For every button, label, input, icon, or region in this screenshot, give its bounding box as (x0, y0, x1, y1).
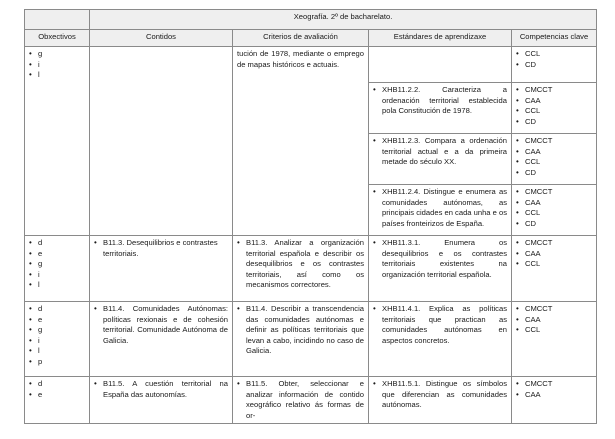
objective-item: • i (29, 60, 85, 71)
competency-item: • CMCCT (516, 85, 592, 96)
objective-item: • g (29, 325, 85, 336)
competency-item: • CD (516, 168, 592, 179)
standard-cell (369, 185, 512, 236)
standard-item: • XHB11.2.2. Caracteriza a ordenación territorial establecida pola Constitución de 1978. (373, 85, 507, 117)
competencies-cell (512, 302, 597, 377)
competency-item: • CAA (516, 315, 592, 326)
contents-cell (90, 377, 233, 424)
standard-item: • XHB11.2.4. Distingue e enumera as comunidades autónomas, as principais cidades en cada unha e os países fronteirizos de España. (373, 187, 507, 229)
curriculum-table (24, 9, 597, 424)
objective-item: • l (29, 70, 85, 81)
competency-item: • CCL (516, 259, 592, 270)
competency-item: • CCL (516, 157, 592, 168)
competency-item: • CAA (516, 96, 592, 107)
competency-item: • CAA (516, 198, 592, 209)
content-item: • B11.3. Desequilibrios e contrastes territoriais. (94, 238, 228, 259)
standard-cell (369, 236, 512, 302)
criteria-cell (233, 236, 369, 302)
objective-item: • p (29, 357, 85, 368)
table-row (25, 302, 597, 377)
criterion-item: • B11.5. Obter, seleccionar e analizar información de contido xeográfico relativo ás formas de or- (237, 379, 364, 421)
standard-cell (369, 134, 512, 185)
competency-item: • CMCCT (516, 304, 592, 315)
standard-cell (369, 302, 512, 377)
competency-item: • CCL (516, 106, 592, 117)
criteria-cell (233, 302, 369, 377)
contents-cell (90, 302, 233, 377)
competencies-cell (512, 47, 597, 83)
objective-item: • e (29, 390, 85, 401)
standard-item: • XHB11.5.1. Distingue os símbolos que diferencian as comunidades autónomas. (373, 379, 507, 411)
competency-item: • CCL (516, 208, 592, 219)
header-contents: Contidos (90, 30, 233, 47)
standard-cell (369, 47, 512, 83)
standard-item: • XHB11.4.1. Explica as políticas territoriais que practican as comunidades autónomas en aspectos concretos. (373, 304, 507, 346)
objective-item: • e (29, 315, 85, 326)
objectives-cell (25, 47, 90, 236)
table-row (25, 47, 597, 83)
objectives-cell (25, 302, 90, 377)
competency-item: • CCL (516, 49, 592, 60)
table-row (25, 377, 597, 424)
criterion-item: • B11.4. Describir a transcendencia das comunidades autónomas e definir as políticas territoriais que levan a cabo, incidindo no caso de Galicia. (237, 304, 364, 357)
header-standards: Estándares de aprendizaxe (369, 30, 512, 47)
competencies-cell (512, 134, 597, 185)
header-criteria: Criterios de avaliación (233, 30, 369, 47)
criteria-cell: tución de 1978, mediante o emprego de mapas históricos e actuais. (233, 47, 369, 236)
objective-item: • i (29, 336, 85, 347)
standard-cell (369, 83, 512, 134)
header-row (25, 30, 597, 47)
header-objectives: Obxectivos (25, 30, 90, 47)
objective-item: • d (29, 379, 85, 390)
objectives-cell (25, 236, 90, 302)
content-item: • B11.4. Comunidades Autónomas: políticas rexionais e de cohesión territorial. Comunidade Autónoma de Galicia. (94, 304, 228, 346)
competencies-cell (512, 236, 597, 302)
content-item: • B11.5. A cuestión territorial na España das autonomías. (94, 379, 228, 400)
criterion-item: • B11.3. Analizar a organización territorial española e describir os desequilibrios e os contrastes territoriais, así como os mecanismos correctores. (237, 238, 364, 291)
objective-item: • g (29, 259, 85, 270)
competency-item: • CAA (516, 147, 592, 158)
standard-item: • XHB11.3.1. Enumera os desequilibrios e os contrastes territoriais existentes na organización territorial española. (373, 238, 507, 280)
objective-item: • g (29, 49, 85, 60)
title-row (25, 10, 597, 30)
objective-item: • l (29, 346, 85, 357)
competencies-cell (512, 83, 597, 134)
standard-cell (369, 377, 512, 424)
table-title: Xeografía. 2º de bacharelato. (90, 10, 597, 30)
competencies-cell (512, 185, 597, 236)
competency-item: • CMCCT (516, 136, 592, 147)
standard-item: • XHB11.2.3. Compara a ordenación territorial actual e a da primeira metade do século XX. (373, 136, 507, 168)
competency-item: • CAA (516, 249, 592, 260)
competency-item: • CMCCT (516, 379, 592, 390)
competency-item: • CD (516, 60, 592, 71)
competency-item: • CMCCT (516, 187, 592, 198)
competency-item: • CD (516, 219, 592, 230)
competencies-cell (512, 377, 597, 424)
objective-item: • d (29, 238, 85, 249)
title-spacer-cell (25, 10, 90, 30)
contents-cell (90, 47, 233, 236)
objectives-cell (25, 377, 90, 424)
criteria-cell (233, 377, 369, 424)
objective-item: • i (29, 270, 85, 281)
competency-item: • CAA (516, 390, 592, 401)
contents-cell (90, 236, 233, 302)
header-competencies: Competencias clave (512, 30, 597, 47)
competency-item: • CMCCT (516, 238, 592, 249)
competency-item: • CD (516, 117, 592, 128)
objective-item: • d (29, 304, 85, 315)
objective-item: • e (29, 249, 85, 260)
competency-item: • CCL (516, 325, 592, 336)
objective-item: • l (29, 280, 85, 291)
table-row (25, 236, 597, 302)
